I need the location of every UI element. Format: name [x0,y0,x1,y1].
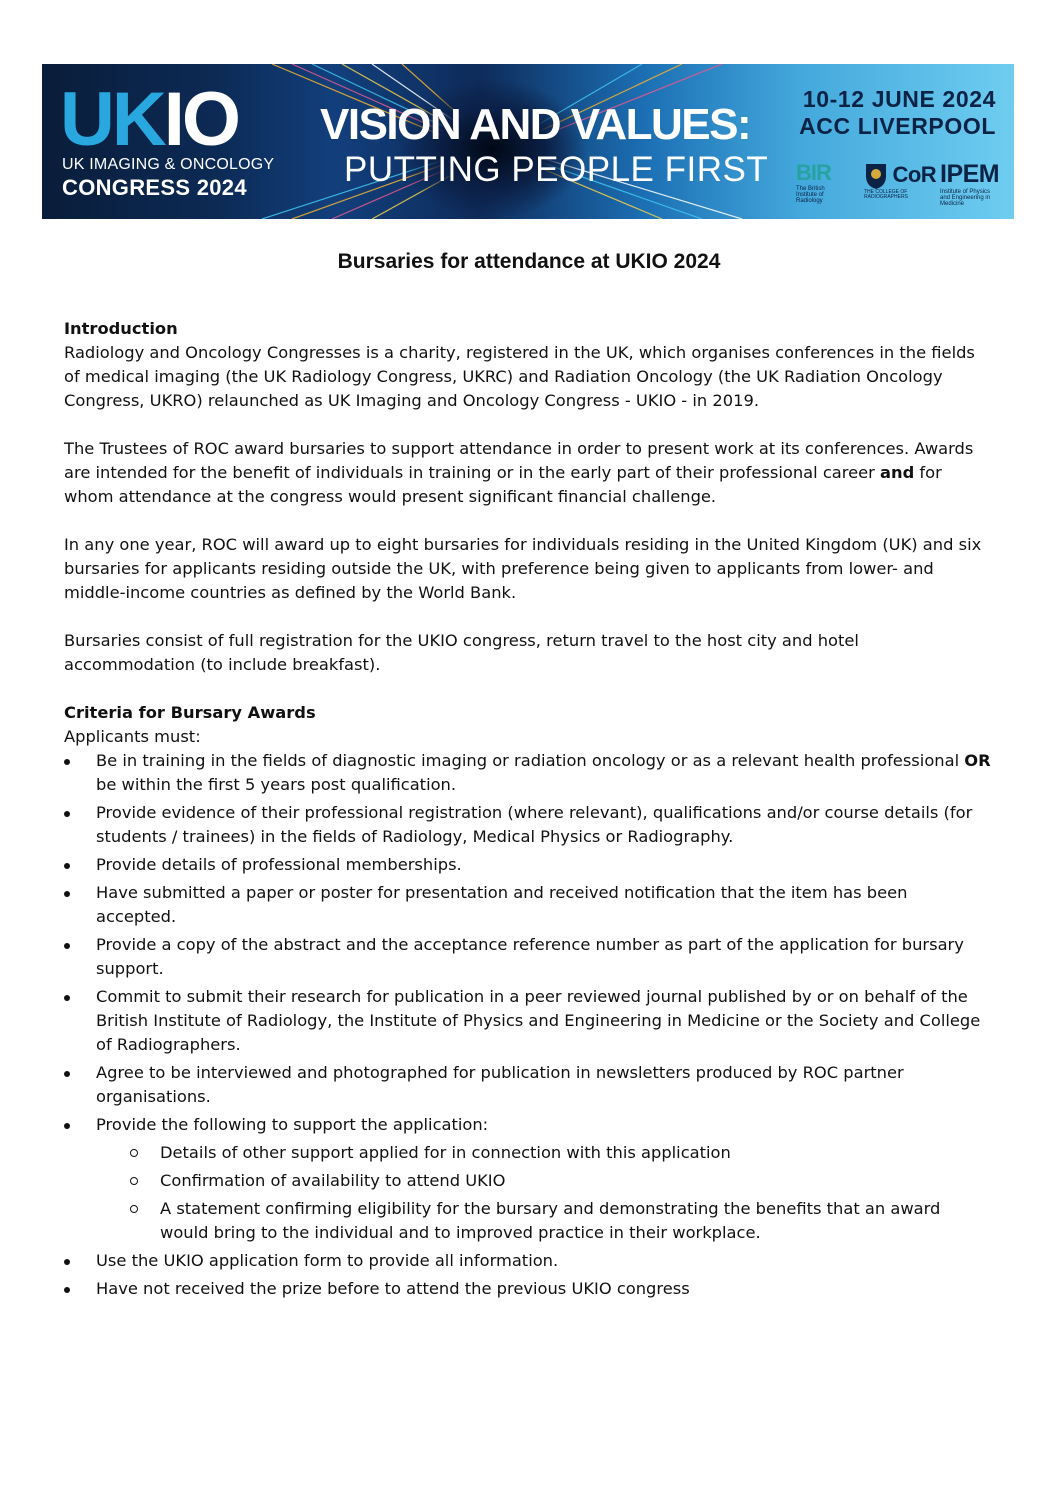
intro-paragraph-1: Radiology and Oncology Congresses is a charity, registered in the UK, which organises conferences in the fields of medical imaging (the UK Radiology Congress, UKRC) and Radiation Oncology (the UK Radiation Oncology Congress, UKRO) relaunched as UK Imaging and Oncology Congress - UKIO - in 2019. [64,343,975,410]
document-body [64,317,992,1305]
list-item [64,1277,992,1301]
list-item [64,985,992,1057]
list-item [64,853,992,877]
bullet-icon [64,1259,70,1265]
logo-uk-text: UK [60,77,164,162]
item-text: Provide the following to support the application: [96,1115,489,1134]
list-item [64,801,992,849]
item-text: A statement confirming eligibility for the bursary and demonstrating the benefits that an award would bring to the individual and to improved practice in their workplace. [160,1199,941,1242]
bir-logo [796,160,840,204]
sublist-item [96,1169,992,1193]
item-emphasis: OR [964,751,991,770]
ipem-logo [940,160,1000,207]
bullet-icon [64,1123,70,1129]
introduction-heading: Introduction [64,319,178,338]
bullet-icon [64,995,70,1001]
intro-p2-emphasis: and [880,463,915,482]
intro-paragraph-4: Bursaries consist of full registration for the UKIO congress, return travel to the host city and hotel accommodation (to include breakfast). [64,631,859,674]
bullet-icon [64,811,70,817]
intro-p2-text-b: for whom attendance at the congress would present significant financial challenge. [64,463,942,506]
cor-crest-icon [864,160,888,190]
event-venue: ACC LIVERPOOL [799,113,996,139]
intro-paragraph-2 [64,437,992,509]
intro-p2-text-a: The Trustees of ROC award bursaries to support attendance in order to present work at its conferences. Awards are intended for the benefit of individuals in training or in the early part of their professional career [64,439,974,482]
banner-subheadline: PUTTING PEOPLE FIRST [344,150,769,189]
item-text: Provide details of professional memberships. [96,855,462,874]
logo-congress-year: CONGRESS 2024 [62,175,247,200]
criteria-heading: Criteria for Bursary Awards [64,703,316,722]
list-item [64,881,992,929]
item-text: Use the UKIO application form to provide all information. [96,1251,559,1270]
bullet-icon [64,1071,70,1077]
bullet-icon [64,759,70,765]
cor-logo [864,160,936,200]
document-title: Bursaries for attendance at UKIO 2024 [337,250,721,273]
list-item [64,1061,992,1109]
item-text: Have submitted a paper or poster for presentation and received notification that the item has been accepted. [96,883,908,926]
item-text: Be in training in the fields of diagnostic imaging or radiation oncology or as a relevant health professional [96,751,965,770]
criteria-list [64,749,992,1301]
bir-logo-text: BIR [796,160,831,185]
hollow-bullet-icon [130,1177,138,1185]
bullet-icon [64,1287,70,1293]
list-item [64,933,992,981]
item-text: be within the first 5 years post qualification. [96,775,457,794]
hollow-bullet-icon [130,1149,138,1157]
event-dates: 10-12 JUNE 2024 [802,86,996,112]
item-text: Provide a copy of the abstract and the acceptance reference number as part of the application for bursary support. [96,935,964,978]
ukio-logo [60,77,239,162]
sublist-item [96,1197,992,1245]
hollow-bullet-icon [130,1205,138,1213]
criteria-lead: Applicants must: [64,727,201,746]
item-text: Confirmation of availability to attend UKIO [160,1171,506,1190]
list-item [64,749,992,797]
list-item [64,1113,992,1245]
ipem-logo-text: IPEM [940,160,1000,188]
ipem-logo-subtext: Institute of Physics and Engineering in Medicine [940,189,991,207]
list-item [64,1249,992,1273]
cor-logo-subtext: THE COLLEGE OF RADIOGRAPHERS [864,189,908,200]
bullet-icon [64,863,70,869]
cor-logo-text: CoR [892,162,937,187]
item-text: Have not received the prize before to attend the previous UKIO congress [96,1279,690,1298]
intro-paragraph-3: In any one year, ROC will award up to eight bursaries for individuals residing in the United Kingdom (UK) and six bursaries for applicants residing outside the UK, with preference being given to applicants from lower- and middle-income countries as defined by the World Bank. [64,535,982,602]
item-text: Provide evidence of their professional registration (where relevant), qualifications and/or course details (for students / trainees) in the fields of Radiology, Medical Physics or Radiography. [96,803,973,846]
logo-io-text: IO [163,77,239,162]
item-text: Agree to be interviewed and photographed for publication in newsletters produced by ROC partner organisations. [96,1063,904,1106]
item-text: Commit to submit their research for publication in a peer reviewed journal published by or on behalf of the British Institute of Radiology, the Institute of Physics and Engineering in Medicine or the Society and College of Radiographers. [96,987,981,1054]
bullet-icon [64,943,70,949]
logo-subtitle: UK IMAGING & ONCOLOGY [62,156,275,173]
sublist-item [96,1141,992,1165]
support-sublist [96,1141,992,1245]
item-text: Details of other support applied for in connection with this application [160,1143,731,1162]
banner-headline: VISION AND VALUES: [320,100,751,149]
bir-logo-subtext: The British Institute of Radiology [796,186,825,204]
bullet-icon [64,891,70,897]
congress-banner [42,64,1014,219]
